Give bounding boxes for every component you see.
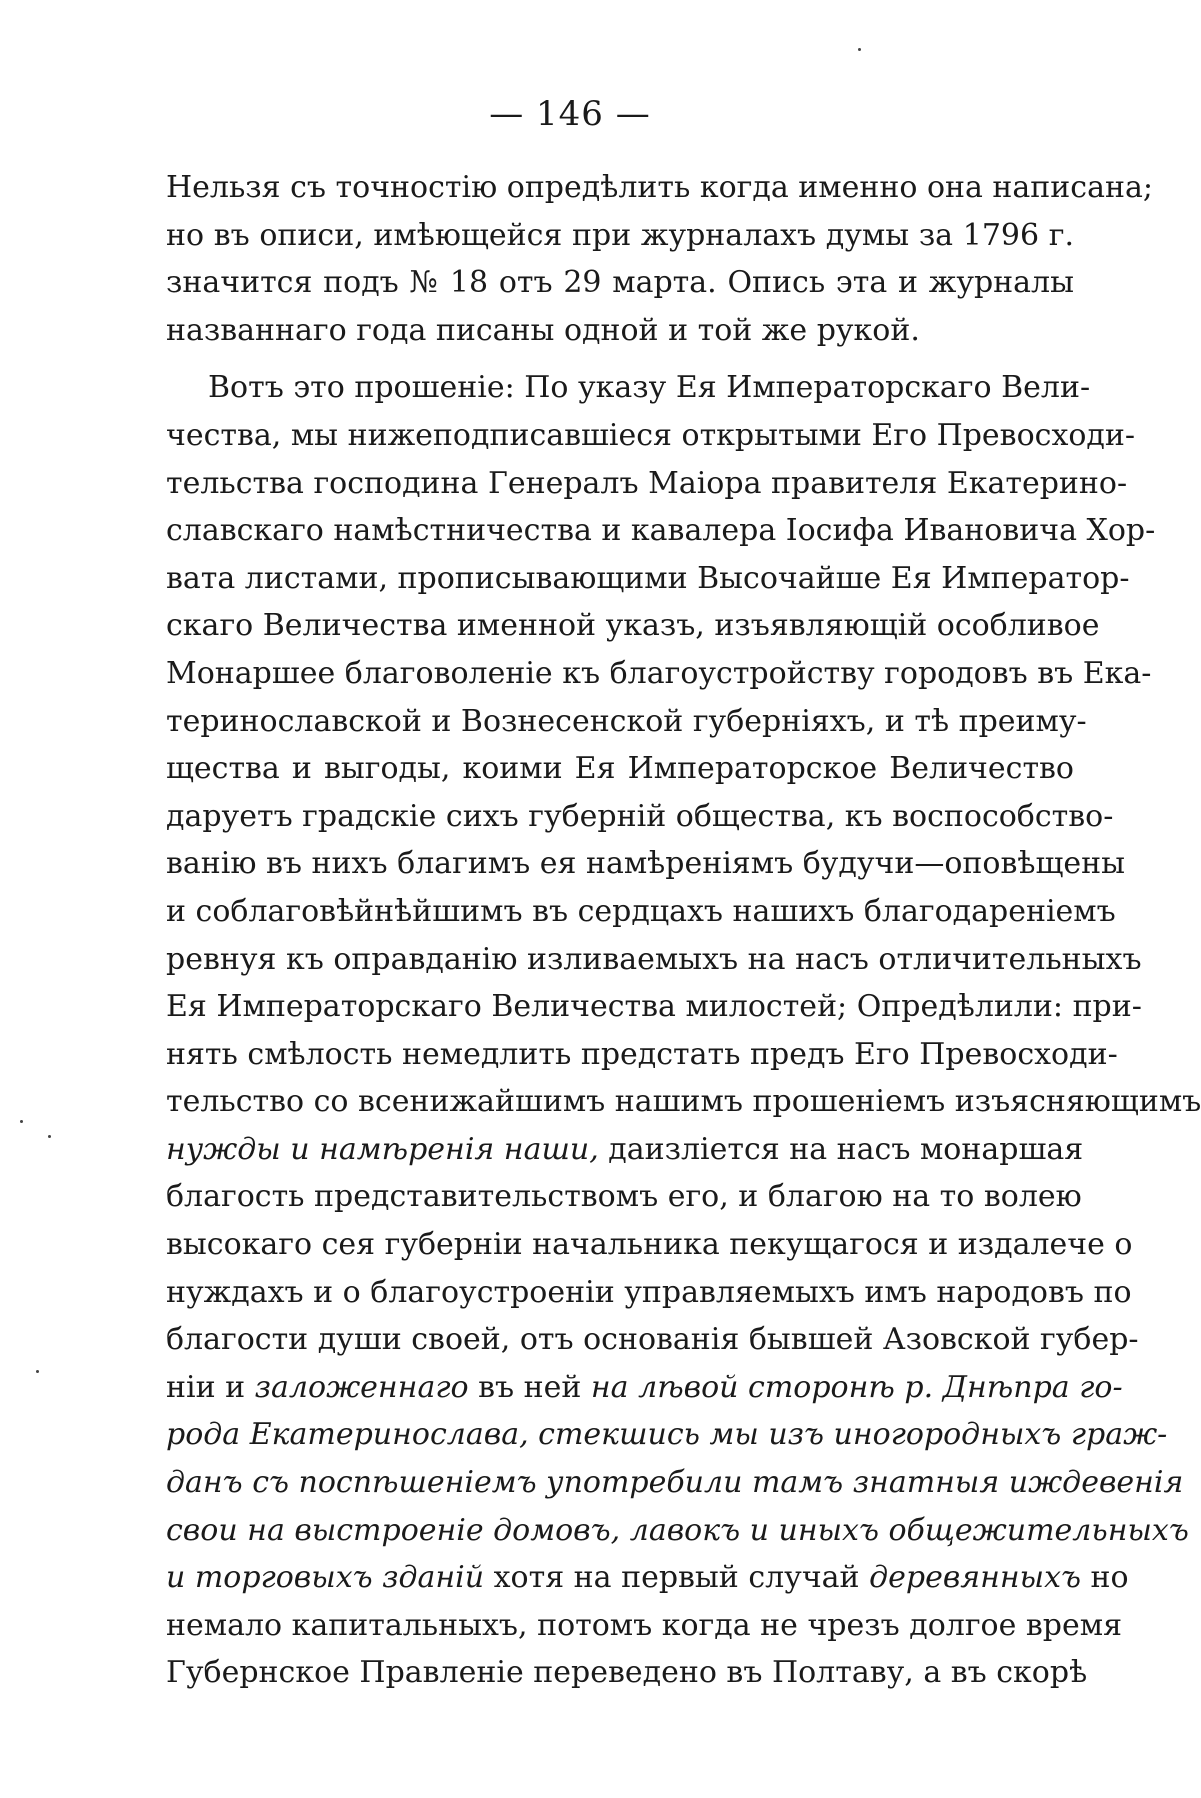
paragraph-2-line-9: щества и выгоды, коими Ея Императорское Величество: [166, 751, 1074, 787]
paragraph-2-line-27: немало капитальныхъ, потомъ когда не чрезъ долгое время: [166, 1607, 1123, 1643]
paragraph-1-line-3: значится подъ № 18 отъ 29 марта. Опись эта и журналы: [166, 265, 1074, 301]
paragraph-2-line-5: вата листами, прописывающими Высочайше Ея Император-: [166, 560, 1130, 596]
paragraph-2-line-14: Ея Императорскаго Величества милостей; Опредѣлили: при-: [166, 989, 1142, 1025]
paragraph-2-line-8: теринославской и Вознесенской губерніяхъ, и тѣ преиму-: [166, 703, 1087, 739]
paragraph-2-line-18: благость представительствомъ его, и благою на то волею: [166, 1179, 1082, 1215]
line-text: даизліется на насъ монаршая: [598, 1131, 1084, 1167]
paragraph-2-line-22: [166, 1364, 1123, 1412]
paragraph-1-line-1: Нельзя съ точностію опредѣлить когда именно она написана;: [166, 170, 1153, 205]
scan-speck: [36, 1370, 39, 1373]
paragraph-2-line-10: даруетъ градскіе сихъ губерній общества, къ воспособство-: [166, 798, 1114, 834]
paragraph-2-line-13: ревнуя къ оправданію изливаемыхъ на насъ отличительныхъ: [166, 941, 1142, 977]
paragraph-2-line-12: и соблаговѣйнѣйшимъ въ сердцахъ нашихъ благодареніемъ: [166, 893, 1116, 929]
paragraph-2-line-19: высокаго сея губерніи начальника пекущагося и издалече о: [166, 1227, 1133, 1263]
page-number: — 146 —: [489, 94, 651, 134]
scan-speck: [858, 48, 861, 51]
paragraph-2-line-26: [166, 1554, 1129, 1602]
paragraph-2-line-25: свои на выстроеніе домовъ, лавокъ и иныхъ общежительныхъ: [166, 1512, 1189, 1548]
italic-phrase: нужды и намѣренія наши,: [166, 1131, 599, 1167]
italic-phrase: деревянныхъ: [869, 1560, 1082, 1596]
paragraph-2-line-23: рода Екатеринослава, стекшись мы изъ иногородныхъ граж-: [166, 1417, 1168, 1453]
line-text: хотя на первый случай: [484, 1560, 870, 1596]
line-text: въ ней: [468, 1369, 591, 1405]
paragraph-2-line-2: чества, мы нижеподписавшіеся открытыми Его Превосходи-: [166, 417, 1136, 453]
scan-speck: [48, 1135, 51, 1138]
paragraph-2-line-3: тельства господина Генералъ Маіора правителя Екатерино-: [166, 465, 1128, 501]
line-text: ніи и: [166, 1369, 255, 1405]
paragraph-2-line-16: тельство со всенижайшимъ нашимъ прошеніемъ изъясняющимъ: [166, 1084, 1201, 1120]
paragraph-2-line-15: нять смѣлость немедлить предстать предъ Его Превосходи-: [166, 1036, 1118, 1072]
paragraph-2-line-17: [166, 1126, 1084, 1174]
paragraph-2-line-28: Губернское Правленіе переведено въ Полтаву, а въ скорѣ: [166, 1655, 1088, 1691]
line-text: но: [1081, 1560, 1129, 1596]
paragraph-2-line-21: благости души своей, отъ основанія бывшей Азовской губер-: [166, 1322, 1139, 1358]
paragraph-2-line-11: ванію въ нихъ благимъ ея намѣреніямъ будучи—оповѣщены: [166, 846, 1125, 882]
paragraph-2-line-1: Вотъ это прошеніе: По указу Ея Императорскаго Вели-: [208, 370, 1091, 406]
paragraph-2-line-6: скаго Величества именной указъ, изъявляющій особливое: [166, 608, 1100, 644]
paragraph-2-line-4: славскаго намѣстничества и кавалера Іосифа Ивановича Хор-: [166, 513, 1156, 549]
scan-speck: [20, 1120, 23, 1123]
paragraph-2-line-7: Монаршее благоволеніе къ благоустройству городовъ въ Ека-: [166, 655, 1152, 691]
paragraph-2-line-24: данъ съ поспѣшеніемъ употребили тамъ знатныя иждевенія: [166, 1465, 1184, 1501]
italic-phrase: и торговыхъ зданій: [166, 1560, 485, 1596]
paragraph-1-line-2: но въ описи, имѣющейся при журналахъ думы за 1796 г.: [166, 217, 1074, 253]
paragraph-1-line-4: названнаго года писаны одной и той же рукой.: [166, 312, 920, 348]
italic-phrase: заложеннаго: [254, 1369, 469, 1405]
paragraph-2-line-20: нуждахъ и о благоустроеніи управляемыхъ имъ народовъ по: [166, 1274, 1132, 1310]
italic-phrase: на лѣвой сторонѣ р. Днѣпра го-: [590, 1369, 1123, 1405]
body-text: [166, 164, 1201, 1697]
